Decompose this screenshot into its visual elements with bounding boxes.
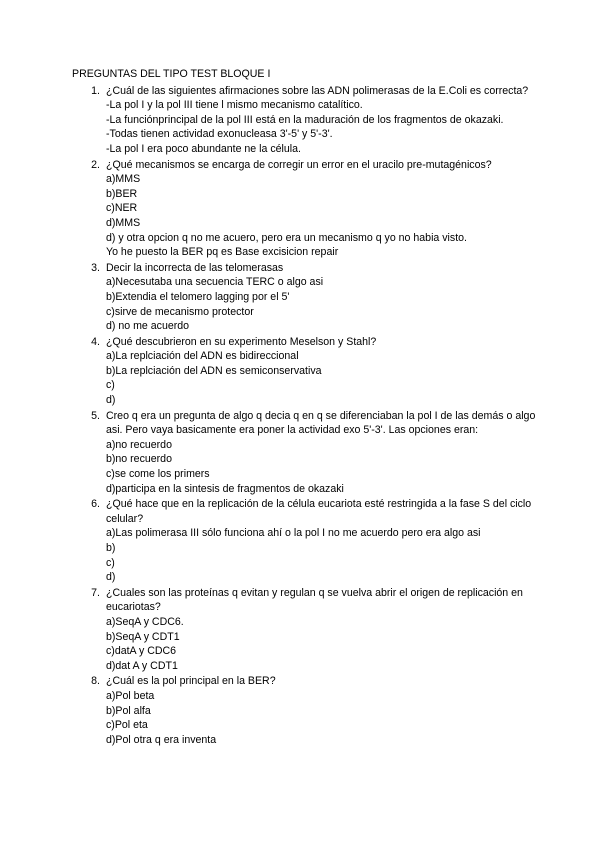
answer-line: d)participa en la sintesis de fragmentos de okazaki [106, 482, 344, 495]
answer-line: d)MMS [106, 216, 141, 229]
answer-line: b)no recuerdo [106, 453, 172, 466]
answer-line: a)La replciación del ADN es bidireccional [106, 350, 299, 363]
answer-line: -La pol I y la pol III tiene l mismo mecanismo catalítico. [106, 99, 363, 112]
question-number: 8. [91, 675, 100, 688]
question-3 [72, 261, 542, 334]
question-text: ¿Cuales son las proteínas q evitan y regulan q se vuelva abrir el origen de replicación en eucariotas? [106, 586, 523, 614]
question-number: 2. [91, 158, 100, 171]
answer-line: a)no recuerdo [106, 438, 172, 451]
answer-line: a)Pol beta [106, 689, 155, 702]
answer-line: c) [106, 379, 115, 392]
question-number: 1. [91, 84, 100, 97]
answer-line: c)NER [106, 202, 138, 215]
question-2 [72, 158, 542, 260]
question-1 [72, 84, 542, 157]
answer-line: d)Pol otra q era inventa [106, 733, 217, 746]
answer-line: a)MMS [106, 173, 141, 186]
question-6 [72, 497, 542, 585]
answer-line: a)Las polimerasa III sólo funciona ahí o la pol I no me acuerdo pero era algo asi [106, 527, 481, 540]
question-text: ¿Qué descubrieron en su experimento Meselson y Stahl? [106, 335, 377, 348]
question-number: 4. [91, 335, 100, 348]
question-7 [72, 586, 542, 674]
answer-line: b)Extendia el telomero lagging por el 5' [106, 290, 290, 303]
question-text: ¿Cuál de las siguientes afirmaciones sobre las ADN polimerasas de la E.Coli es correcta? [106, 84, 529, 97]
question-text: Decir la incorrecta de las telomerasas [106, 261, 284, 274]
question-text: ¿Cuál es la pol principal en la BER? [106, 675, 276, 688]
question-number: 6. [91, 498, 100, 511]
answer-line: c)sirve de mecanismo protector [106, 305, 254, 318]
answer-line: d)dat A y CDT1 [106, 659, 178, 672]
question-text: ¿Qué hace que en la replicación de la célula eucariota esté restringida a la fase S del ciclo celular? [106, 498, 532, 525]
answer-line: -Todas tienen actividad exonucleasa 3'-5' y 5'-3'. [106, 128, 333, 141]
answer-line: a)Necesutaba una secuencia TERC o algo asi [106, 276, 324, 289]
answer-line: b)SeqA y CDT1 [106, 630, 180, 643]
answer-line: b)La replciación del ADN es semiconservativa [106, 364, 322, 377]
question-number: 3. [91, 261, 100, 274]
question-number: 5. [91, 409, 100, 422]
document-title: PREGUNTAS DEL TIPO TEST BLOQUE I [72, 68, 271, 80]
answer-line: -La pol I era poco abundante ne la célula. [106, 142, 301, 155]
answer-line: b) [106, 542, 116, 554]
question-4 [72, 335, 542, 408]
answer-line: c)datA y CDC6 [106, 645, 177, 658]
answer-line: -La funciónprincipal de la pol III está en la maduración de los fragmentos de okazaki. [106, 113, 504, 126]
answer-line: d) no me acuerdo [106, 320, 190, 333]
question-8 [72, 674, 542, 747]
answer-line: Yo he puesto la BER pq es Base excisicion repair [106, 246, 339, 259]
answer-line: d) y otra opcion q no me acuero, pero era un mecanismo q yo no habia visto. [106, 231, 467, 244]
question-5 [72, 409, 542, 497]
answer-line: a)SeqA y CDC6. [106, 615, 184, 628]
answer-line: d) [106, 394, 116, 407]
question-text: ¿Qué mecanismos se encarga de corregir un error en el uracilo pre-mutagénicos? [106, 158, 492, 171]
question-text: Creo q era un pregunta de algo q decia q en q se diferenciaban la pol I de las demás o algo asi. Pero vaya basicamente era poner la actividad exo 5'-3'. Las opciones eran: [106, 409, 536, 437]
answer-line: c)se come los primers [106, 468, 210, 481]
answer-line: b)Pol alfa [106, 704, 151, 717]
question-number: 7. [91, 586, 100, 599]
answer-line: c)Pol eta [106, 719, 148, 732]
answer-line: c) [106, 556, 115, 569]
answer-line: b)BER [106, 187, 138, 200]
answer-line: d) [106, 571, 116, 584]
document-content [72, 67, 542, 748]
